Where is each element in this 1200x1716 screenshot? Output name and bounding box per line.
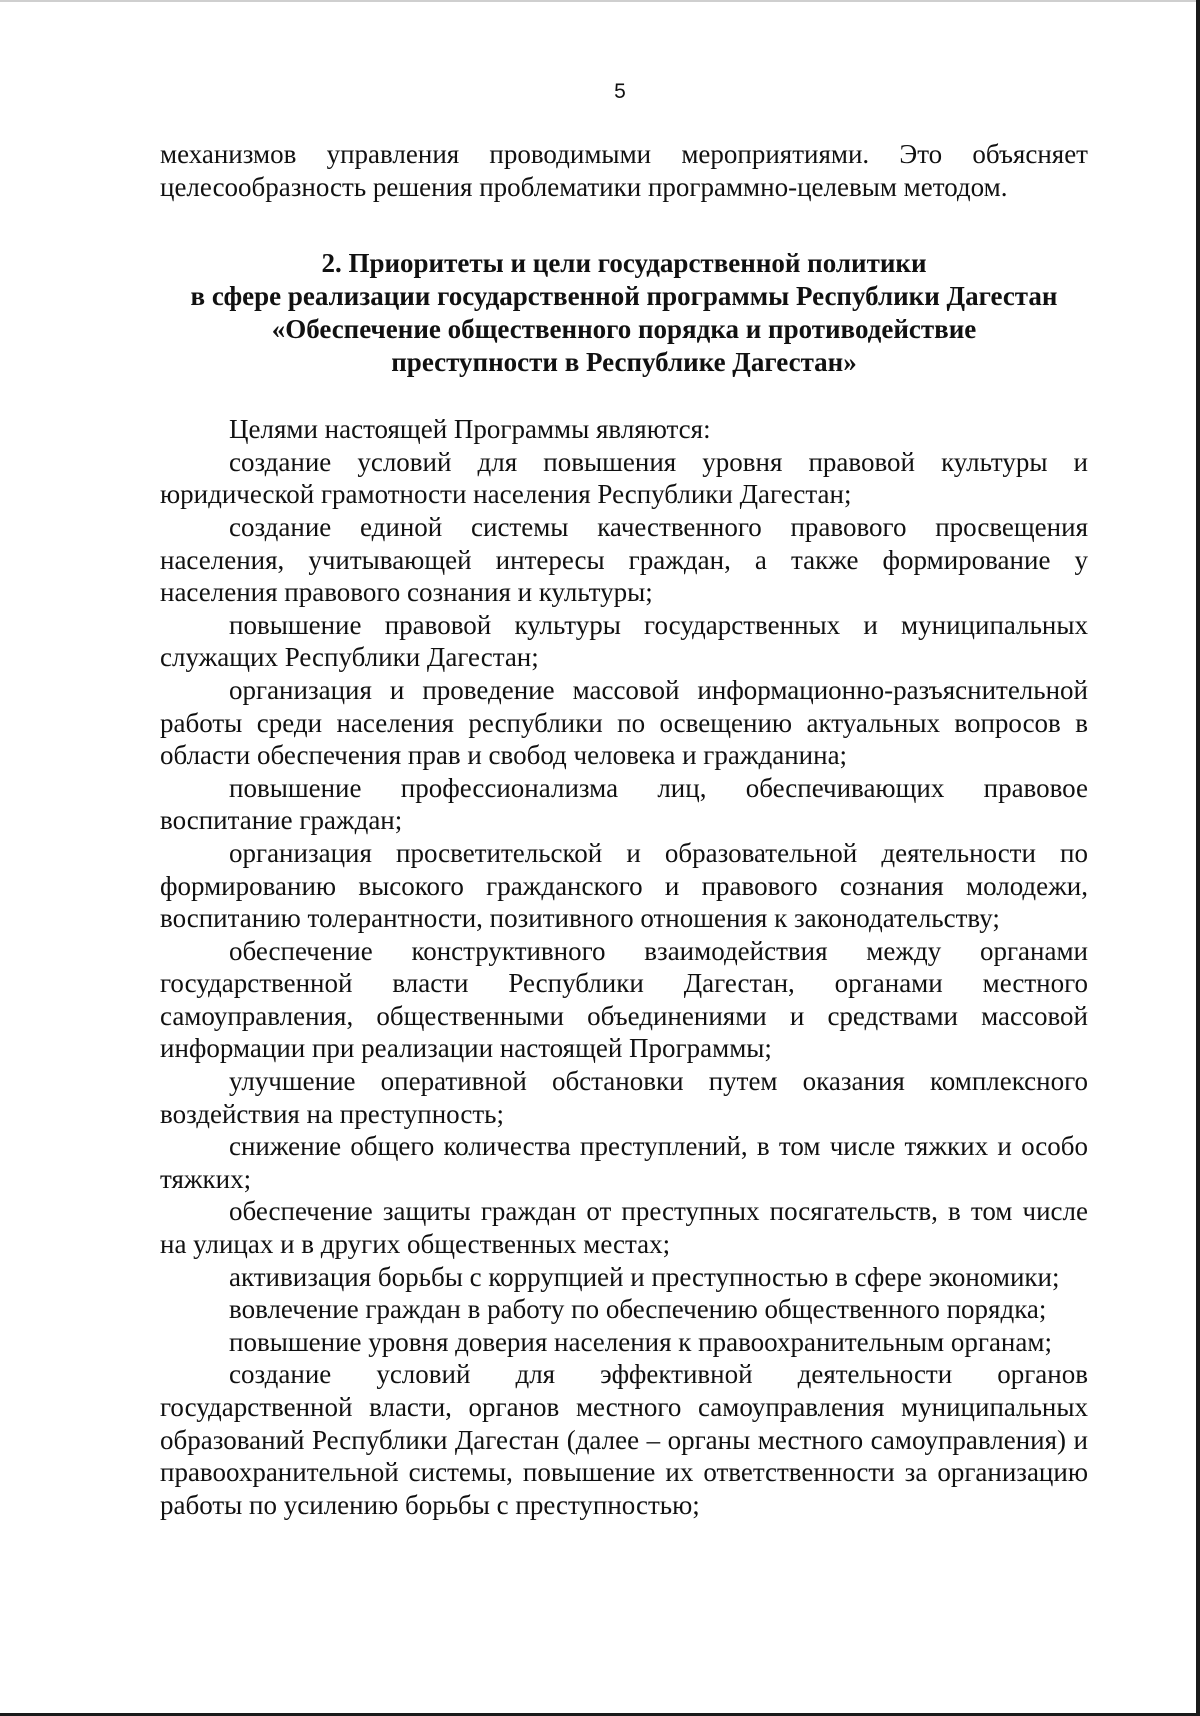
document-body xyxy=(160,138,1088,1521)
goal-item: обеспечение конструктивного взаимодействия между органами государственной власти Республики Дагестан, органами местного самоуправления, общественными объединениями и средствами массовой информации при реализации настоящей Программы; xyxy=(160,935,1088,1064)
goal-item: повышение правовой культуры государственных и муниципальных служащих Республики Дагестан; xyxy=(160,609,1088,673)
heading-line: «Обеспечение общественного порядка и противодействие xyxy=(271,314,977,345)
section-heading xyxy=(160,247,1088,379)
goal-item: повышение уровня доверия населения к правоохранительным органам; xyxy=(229,1326,1052,1357)
spacer xyxy=(160,203,1088,247)
goal-item: организация и проведение массовой информационно-разъяснительной работы среди населения республики по освещению актуальных вопросов в области обеспечения прав и свобод человека и гражданина; xyxy=(160,674,1088,771)
goal-item: активизация борьбы с коррупцией и преступностью в сфере экономики; xyxy=(229,1261,1060,1292)
heading-line: в сфере реализации государственной программы Республики Дагестан xyxy=(190,281,1058,312)
goal-item: повышение профессионализма лиц, обеспечивающих правовое воспитание граждан; xyxy=(160,772,1088,836)
goal-item: вовлечение граждан в работу по обеспечению общественного порядка; xyxy=(229,1294,1047,1325)
heading-line: преступности в Республике Дагестан» xyxy=(391,347,857,378)
spacer xyxy=(160,379,1088,413)
goal-item: снижение общего количества преступлений, в том числе тяжких и особо тяжких; xyxy=(160,1131,1088,1194)
goal-item: улучшение оперативной обстановки путем оказания комплексного воздействия на преступность; xyxy=(160,1066,1088,1129)
goals-intro: Целями настоящей Программы являются: xyxy=(229,414,711,445)
heading-line: 2. Приоритеты и цели государственной политики xyxy=(321,248,927,279)
goal-item: организация просветительской и образовательной деятельности по формированию высокого гражданского и правового сознания молодежи, воспитанию толерантности, позитивного отношения к законодательству; xyxy=(160,837,1088,934)
goal-item: создание условий для повышения уровня правовой культуры и юридической грамотности населения Республики Дагестан; xyxy=(160,446,1088,510)
goals-list xyxy=(160,446,1088,1522)
page-number: 5 xyxy=(614,80,626,103)
scan-edge-right xyxy=(1196,0,1200,1716)
goal-item: создание единой системы качественного правового просвещения населения, учитывающей интересы граждан, а также формирование у населения правового сознания и культуры; xyxy=(160,511,1088,608)
goal-item: создание условий для эффективной деятельности органов государственной власти, органов местного самоуправления муниципальных образований Республики Дагестан (далее – органы местного самоуправления) и правоохранительной системы, повышение их ответственности за организацию работы по усилению борьбы с преступностью; xyxy=(160,1359,1088,1520)
goal-item: обеспечение защиты граждан от преступных посягательств, в том числе на улицах и в других общественных местах; xyxy=(160,1196,1088,1260)
scan-edge-top xyxy=(0,0,1200,2)
intro-paragraph: механизмов управления проводимыми мероприятиями. Это объясняет целесообразность решения проблематики программно-целевым методом. xyxy=(160,139,1088,202)
